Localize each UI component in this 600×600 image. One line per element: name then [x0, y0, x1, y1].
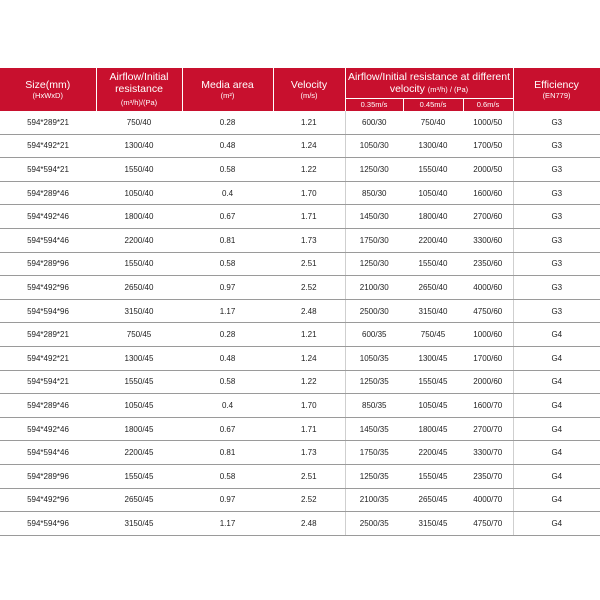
airflow-cell: 3150/45: [96, 512, 182, 536]
airflow-045-cell: 1050/45: [403, 394, 463, 418]
velocity-cell: 1.73: [273, 228, 345, 252]
velocity-cell: 1.73: [273, 441, 345, 465]
size-cell: 594*492*21: [0, 134, 96, 158]
airflow-035-cell: 1750/35: [345, 441, 403, 465]
airflow-045-cell: 1550/40: [403, 158, 463, 182]
airflow-cell: 1300/45: [96, 346, 182, 370]
airflow-045-cell: 2650/45: [403, 488, 463, 512]
media-area-cell: 0.81: [182, 441, 273, 465]
airflow-045-cell: 1550/40: [403, 252, 463, 276]
airflow-06-cell: 4000/60: [463, 276, 513, 300]
media-area-cell: 0.58: [182, 464, 273, 488]
size-cell: 594*594*21: [0, 158, 96, 182]
table-row: [0, 181, 600, 205]
size-cell: 594*492*96: [0, 488, 96, 512]
table-row: [0, 441, 600, 465]
airflow-cell: 2650/45: [96, 488, 182, 512]
airflow-035-cell: 1050/30: [345, 134, 403, 158]
size-cell: 594*289*21: [0, 323, 96, 347]
airflow-06-cell: 1000/50: [463, 111, 513, 134]
airflow-06-cell: 2700/60: [463, 205, 513, 229]
airflow-06-cell: 1600/70: [463, 394, 513, 418]
airflow-cell: 1800/40: [96, 205, 182, 229]
airflow-06-cell: 3300/60: [463, 228, 513, 252]
airflow-06-cell: 2350/60: [463, 252, 513, 276]
velocity-cell: 1.71: [273, 417, 345, 441]
airflow-cell: 2200/45: [96, 441, 182, 465]
velocity-cell: 1.70: [273, 181, 345, 205]
efficiency-cell: G3: [513, 228, 600, 252]
media-area-cell: 0.97: [182, 276, 273, 300]
efficiency-cell: G4: [513, 346, 600, 370]
airflow-cell: 750/45: [96, 323, 182, 347]
efficiency-cell: G4: [513, 370, 600, 394]
airflow-045-cell: 1800/45: [403, 417, 463, 441]
velocity-cell: 2.51: [273, 252, 345, 276]
table-row: [0, 370, 600, 394]
velocity-cell: 1.21: [273, 111, 345, 134]
media-area-cell: 0.67: [182, 417, 273, 441]
media-area-cell: 0.58: [182, 370, 273, 394]
media-area-cell: 0.28: [182, 323, 273, 347]
media-area-cell: 0.28: [182, 111, 273, 134]
col-06-header: 0.6m/s: [463, 99, 513, 112]
efficiency-cell: G3: [513, 299, 600, 323]
media-area-cell: 1.17: [182, 299, 273, 323]
airflow-045-cell: 1300/45: [403, 346, 463, 370]
airflow-06-cell: 4000/70: [463, 488, 513, 512]
airflow-cell: 2650/40: [96, 276, 182, 300]
airflow-cell: 1550/40: [96, 158, 182, 182]
velocity-cell: 1.22: [273, 158, 345, 182]
efficiency-cell: G3: [513, 111, 600, 134]
airflow-035-cell: 850/30: [345, 181, 403, 205]
col-different-velocity-header: Airflow/Initial resistance at different velocity (m³/h) / (Pa): [345, 68, 513, 99]
table-row: [0, 299, 600, 323]
airflow-cell: 1800/45: [96, 417, 182, 441]
size-cell: 594*594*46: [0, 228, 96, 252]
airflow-06-cell: 4750/70: [463, 512, 513, 536]
airflow-035-cell: 600/35: [345, 323, 403, 347]
airflow-045-cell: 3150/45: [403, 512, 463, 536]
airflow-06-cell: 3300/70: [463, 441, 513, 465]
efficiency-cell: G3: [513, 252, 600, 276]
airflow-cell: 1050/45: [96, 394, 182, 418]
airflow-06-cell: 2000/50: [463, 158, 513, 182]
efficiency-cell: G4: [513, 441, 600, 465]
airflow-035-cell: 1250/30: [345, 252, 403, 276]
media-area-cell: 0.97: [182, 488, 273, 512]
velocity-cell: 2.52: [273, 488, 345, 512]
airflow-035-cell: 1250/35: [345, 464, 403, 488]
table-row: [0, 276, 600, 300]
size-cell: 594*492*46: [0, 205, 96, 229]
col-airflow-header: Airflow/Initial resistance (m³/h)/(Pa): [96, 68, 182, 111]
media-area-cell: 0.81: [182, 228, 273, 252]
size-cell: 594*594*96: [0, 512, 96, 536]
media-area-cell: 0.58: [182, 252, 273, 276]
header-row: [0, 68, 600, 99]
airflow-045-cell: 1550/45: [403, 464, 463, 488]
efficiency-cell: G4: [513, 512, 600, 536]
airflow-035-cell: 850/35: [345, 394, 403, 418]
airflow-cell: 3150/40: [96, 299, 182, 323]
col-045-header: 0.45m/s: [403, 99, 463, 112]
airflow-06-cell: 1600/60: [463, 181, 513, 205]
airflow-045-cell: 750/40: [403, 111, 463, 134]
table-row: [0, 228, 600, 252]
efficiency-cell: G3: [513, 158, 600, 182]
size-cell: 594*594*21: [0, 370, 96, 394]
table-row: [0, 111, 600, 134]
size-cell: 594*492*96: [0, 276, 96, 300]
airflow-06-cell: 1000/60: [463, 323, 513, 347]
velocity-cell: 1.24: [273, 134, 345, 158]
size-cell: 594*492*21: [0, 346, 96, 370]
efficiency-cell: G4: [513, 417, 600, 441]
airflow-045-cell: 1050/40: [403, 181, 463, 205]
airflow-cell: 750/40: [96, 111, 182, 134]
airflow-06-cell: 4750/60: [463, 299, 513, 323]
media-area-cell: 0.58: [182, 158, 273, 182]
airflow-035-cell: 1250/30: [345, 158, 403, 182]
airflow-045-cell: 1550/45: [403, 370, 463, 394]
efficiency-cell: G4: [513, 464, 600, 488]
airflow-cell: 1550/45: [96, 464, 182, 488]
col-velocity-header: Velocity (m/s): [273, 68, 345, 111]
efficiency-cell: G3: [513, 181, 600, 205]
size-cell: 594*289*46: [0, 181, 96, 205]
velocity-cell: 2.48: [273, 512, 345, 536]
efficiency-cell: G3: [513, 134, 600, 158]
airflow-035-cell: 600/30: [345, 111, 403, 134]
size-cell: 594*594*46: [0, 441, 96, 465]
media-area-cell: 0.67: [182, 205, 273, 229]
airflow-06-cell: 1700/60: [463, 346, 513, 370]
size-cell: 594*289*96: [0, 252, 96, 276]
size-cell: 594*594*96: [0, 299, 96, 323]
size-cell: 594*289*46: [0, 394, 96, 418]
airflow-cell: 1550/45: [96, 370, 182, 394]
table-body: [0, 111, 600, 535]
airflow-045-cell: 1300/40: [403, 134, 463, 158]
airflow-045-cell: 750/45: [403, 323, 463, 347]
efficiency-cell: G4: [513, 488, 600, 512]
airflow-045-cell: 2650/40: [403, 276, 463, 300]
table-row: [0, 488, 600, 512]
table-row: [0, 323, 600, 347]
velocity-cell: 2.52: [273, 276, 345, 300]
col-media-header: Media area (m²): [182, 68, 273, 111]
airflow-045-cell: 1800/40: [403, 205, 463, 229]
airflow-cell: 1550/40: [96, 252, 182, 276]
airflow-06-cell: 1700/50: [463, 134, 513, 158]
col-size-header: Size(mm) (HxWxD): [0, 68, 96, 111]
size-cell: 594*492*46: [0, 417, 96, 441]
velocity-cell: 1.21: [273, 323, 345, 347]
table-row: [0, 205, 600, 229]
table-row: [0, 394, 600, 418]
media-area-cell: 0.4: [182, 181, 273, 205]
airflow-035-cell: 1750/30: [345, 228, 403, 252]
efficiency-cell: G3: [513, 205, 600, 229]
airflow-cell: 2200/40: [96, 228, 182, 252]
airflow-035-cell: 1250/35: [345, 370, 403, 394]
airflow-06-cell: 2000/60: [463, 370, 513, 394]
velocity-cell: 1.71: [273, 205, 345, 229]
velocity-cell: 2.48: [273, 299, 345, 323]
table-row: [0, 252, 600, 276]
col-035-header: 0.35m/s: [345, 99, 403, 112]
table-row: [0, 512, 600, 536]
velocity-cell: 1.24: [273, 346, 345, 370]
table-row: [0, 417, 600, 441]
size-cell: 594*289*21: [0, 111, 96, 134]
spec-table: [0, 68, 600, 536]
table-row: [0, 134, 600, 158]
media-area-cell: 0.4: [182, 394, 273, 418]
airflow-035-cell: 1450/35: [345, 417, 403, 441]
velocity-cell: 1.70: [273, 394, 345, 418]
table-row: [0, 346, 600, 370]
airflow-035-cell: 2100/30: [345, 276, 403, 300]
airflow-cell: 1300/40: [96, 134, 182, 158]
airflow-06-cell: 2700/70: [463, 417, 513, 441]
efficiency-cell: G4: [513, 323, 600, 347]
airflow-06-cell: 2350/70: [463, 464, 513, 488]
airflow-035-cell: 2500/30: [345, 299, 403, 323]
efficiency-cell: G4: [513, 394, 600, 418]
efficiency-cell: G3: [513, 276, 600, 300]
size-cell: 594*289*96: [0, 464, 96, 488]
airflow-035-cell: 1450/30: [345, 205, 403, 229]
velocity-cell: 2.51: [273, 464, 345, 488]
table-row: [0, 464, 600, 488]
media-area-cell: 0.48: [182, 346, 273, 370]
media-area-cell: 0.48: [182, 134, 273, 158]
velocity-cell: 1.22: [273, 370, 345, 394]
airflow-045-cell: 2200/45: [403, 441, 463, 465]
airflow-cell: 1050/40: [96, 181, 182, 205]
media-area-cell: 1.17: [182, 512, 273, 536]
airflow-045-cell: 2200/40: [403, 228, 463, 252]
airflow-035-cell: 1050/35: [345, 346, 403, 370]
col-efficiency-header: Efficiency (EN779): [513, 68, 600, 111]
table-row: [0, 158, 600, 182]
airflow-035-cell: 2100/35: [345, 488, 403, 512]
airflow-035-cell: 2500/35: [345, 512, 403, 536]
airflow-045-cell: 3150/40: [403, 299, 463, 323]
